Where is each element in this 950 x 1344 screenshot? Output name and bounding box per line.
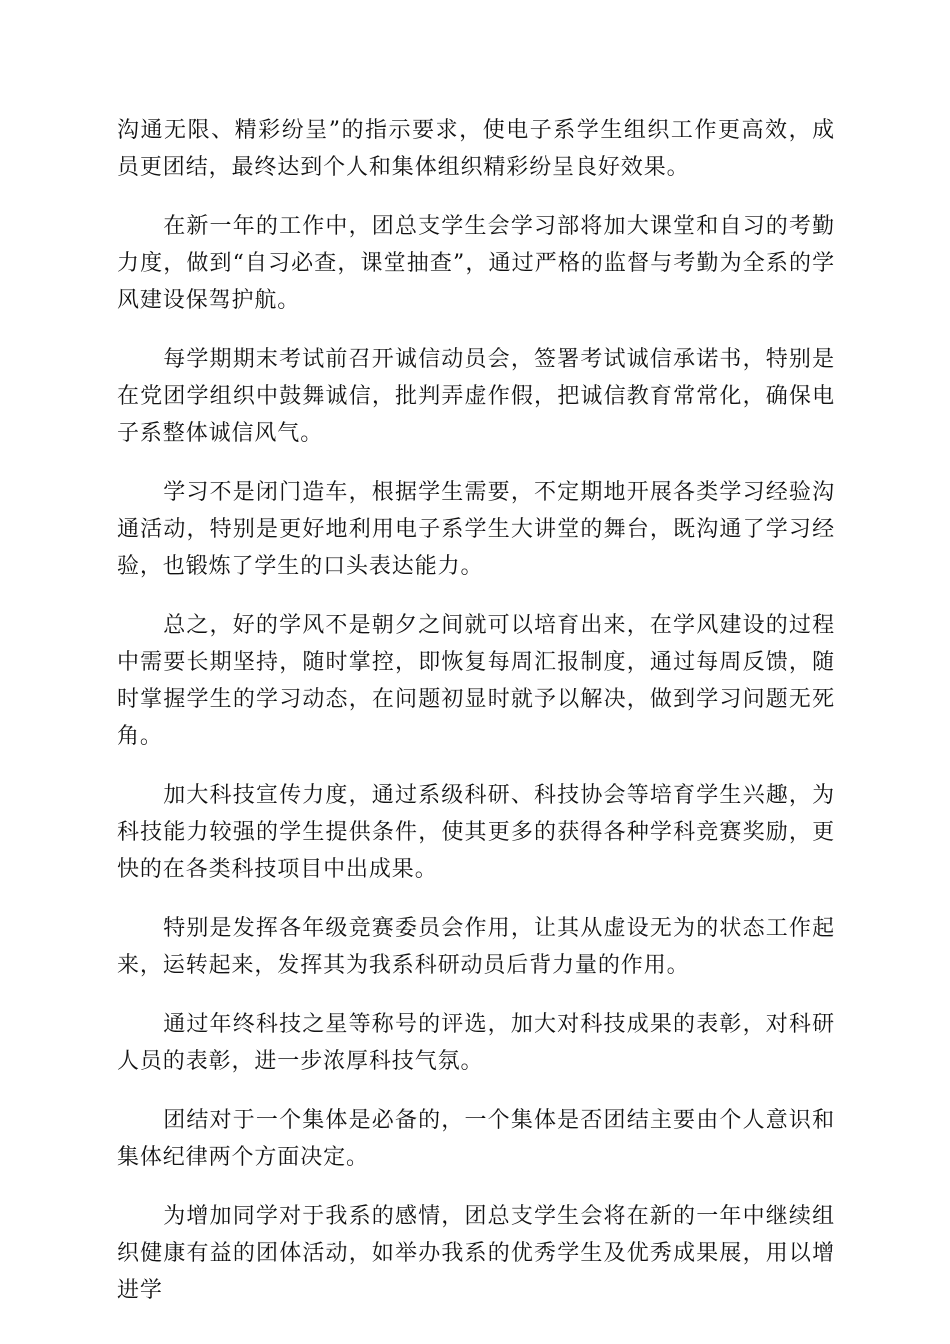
paragraph: 通过年终科技之星等称号的评选，加大对科技成果的表彰，对科研人员的表彰，进一步浓厚科技气氛。 xyxy=(117,1012,835,1074)
paragraph: 每学期期末考试前召开诚信动员会，签署考试诚信承诺书，特别是在党团学组织中鼓舞诚信，批判弄虚作假，把诚信教育常常化，确保电子系整体诚信风气。 xyxy=(117,347,835,446)
paragraph: 为增加同学对于我系的感情，团总支学生会将在新的一年中继续组织健康有益的团体活动，如举办我系的优秀学生及优秀成果展，用以增进学 xyxy=(117,1204,835,1303)
document-body xyxy=(117,112,835,1331)
paragraph: 沟通无限、精彩纷呈”的指示要求，使电子系学生组织工作更高效，成员更团结，最终达到个人和集体组织精彩纷呈良好效果。 xyxy=(117,118,835,180)
paragraph: 加大科技宣传力度，通过系级科研、科技协会等培育学生兴趣，为科技能力较强的学生提供条件，使其更多的获得各种学科竞赛奖励，更快的在各类科技项目中出成果。 xyxy=(117,783,835,882)
paragraph: 总之，好的学风不是朝夕之间就可以培育出来，在学风建设的过程中需要长期坚持，随时掌控，即恢复每周汇报制度，通过每周反馈，随时掌握学生的学习动态，在问题初显时就予以解决，做到学习问题无死角。 xyxy=(117,613,835,749)
paragraph: 特别是发挥各年级竞赛委员会作用，让其从虚设无为的状态工作起来，运转起来，发挥其为我系科研动员后背力量的作用。 xyxy=(117,916,835,978)
paragraph: 学习不是闭门造车，根据学生需要，不定期地开展各类学习经验沟通活动，特别是更好地利用电子系学生大讲堂的舞台，既沟通了学习经验，也锻炼了学生的口头表达能力。 xyxy=(117,480,835,579)
paragraph: 在新一年的工作中，团总支学生会学习部将加大课堂和自习的考勤力度，做到“自习必查，课堂抽查”，通过严格的监督与考勤为全系的学风建设保驾护航。 xyxy=(117,214,835,313)
paragraph: 团结对于一个集体是必备的，一个集体是否团结主要由个人意识和集体纪律两个方面决定。 xyxy=(117,1108,835,1170)
